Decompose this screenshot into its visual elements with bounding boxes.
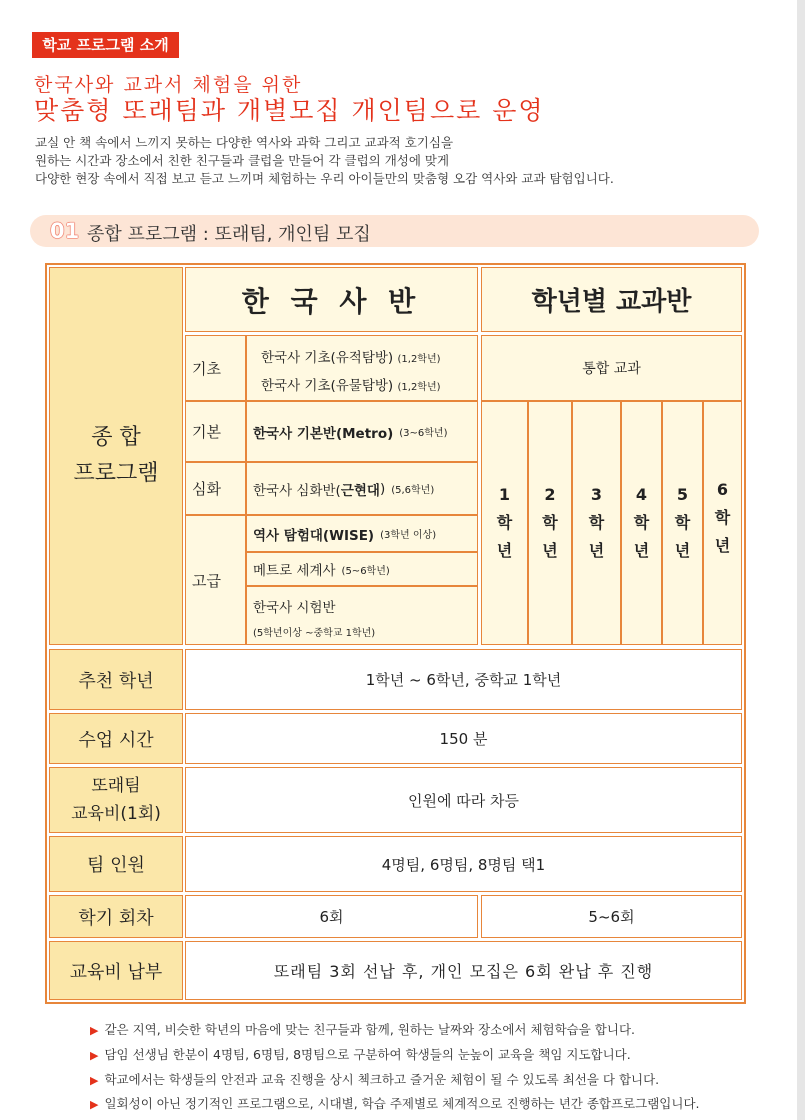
grade-column [572, 401, 621, 645]
course-name: 한국사 기초(유적탐방) [261, 350, 394, 366]
course-item [261, 346, 477, 366]
note-text: 일회성이 아닌 정기적인 프로그램으로, 시대별, 학습 주제별로 체계적으로 진행하는 년간 종합프로그램입니다. [104, 1096, 700, 1111]
program-label-line: 종 합 [91, 425, 141, 450]
class-time-value: 150 분 [185, 713, 742, 764]
course-grade: (1,2학년) [397, 382, 441, 393]
level-standard: 기본 [185, 401, 246, 462]
level-intensive: 심화 [185, 462, 246, 515]
sessions-label: 학기 회차 [49, 895, 183, 938]
grade-char: 학 [633, 513, 650, 532]
course-grade: (1,2학년) [397, 354, 441, 365]
grade-char: 년 [714, 536, 731, 555]
note-item [90, 1045, 631, 1063]
team-size-value: 4명팀, 6명팀, 8명팀 택1 [185, 836, 742, 892]
grade-number: 2 [544, 485, 556, 504]
level-advanced: 고급 [185, 515, 246, 645]
grade-column [528, 401, 572, 645]
tuition-label [49, 767, 183, 833]
note-text: 학교에서는 학생들의 안전과 교육 진행을 상시 첵크하고 즐거운 체험이 될 수 있도록 최선을 다 합니다. [104, 1072, 660, 1087]
integrated-subject: 통합 교과 [481, 335, 742, 401]
intro-text [35, 134, 614, 188]
course-name: 한국사 기본반(Metro) [253, 425, 394, 442]
grade-char: 년 [633, 541, 650, 560]
course-grade: (3~6학년) [399, 428, 448, 439]
section-number: 01 [50, 219, 80, 243]
course-name: 메트로 세계사 [253, 563, 336, 579]
tuition-label-line: 교육비(1회) [71, 804, 161, 824]
grade-number: 1 [498, 485, 511, 504]
grade-char: 년 [542, 541, 558, 560]
headline-line-2: 맞춤형 또래팀과 개별모집 개인팀으로 운영 [34, 96, 545, 125]
course-grade: (5,6학년) [391, 485, 435, 496]
history-class-header: 한 국 사 반 [185, 267, 478, 332]
triangle-bullet-icon: ▶ [90, 1074, 99, 1087]
payment-value: 또래팀 3회 선납 후, 개인 모집은 6회 완납 후 진행 [185, 941, 742, 1000]
course-name: 한국사 시험반 [253, 600, 336, 616]
grade-column [703, 401, 742, 645]
recommended-grade-value: 1학년 ~ 6학년, 중학교 1학년 [185, 649, 742, 710]
section-title: 종합 프로그램 : 또래팀, 개인팀 모집 [87, 224, 371, 245]
course-advanced-2 [246, 552, 478, 586]
grade-number: 6 [716, 480, 729, 499]
note-item [90, 1094, 700, 1112]
triangle-bullet-icon: ▶ [90, 1024, 99, 1037]
course-name: 역사 탐험대(WISE) [253, 527, 375, 544]
note-text: 같은 지역, 비슷한 학년의 마음에 맞는 친구들과 함께, 원하는 날짜와 장소에서 체험학습을 합니다. [104, 1022, 635, 1037]
program-label-cell [49, 267, 183, 645]
course-standard [246, 401, 478, 462]
grade-char: 학 [496, 513, 513, 532]
course-grade: (5~6학년) [341, 565, 390, 577]
page-edge [797, 0, 805, 1120]
payment-label: 교육비 납부 [49, 941, 183, 1000]
section-tag: 학교 프로그램 소개 [32, 32, 179, 58]
grade-char: 학 [542, 513, 558, 532]
level-basic: 기초 [185, 335, 246, 401]
recommended-grade-label: 추천 학년 [49, 649, 183, 710]
grade-char: 년 [588, 541, 605, 560]
course-grade: (5학년이상 ~중학교 1학년) [253, 628, 376, 639]
course-name: 한국사 기초(유물탐방) [261, 378, 394, 394]
note-item [90, 1070, 659, 1088]
grade-number: 3 [590, 485, 603, 504]
grade-column [621, 401, 662, 645]
tuition-label-line: 또래팀 [91, 776, 141, 796]
note-item [90, 1020, 635, 1038]
program-label-line: 프로그램 [73, 461, 159, 486]
intro-line: 다양한 현장 속에서 직접 보고 듣고 느끼며 체험하는 우리 아이들만의 맞춤형 오감 역사와 교과 탐험입니다. [35, 171, 614, 186]
grade-char: 년 [496, 541, 513, 560]
course-name-emphasis: 근현대 [340, 482, 380, 499]
class-time-label: 수업 시간 [49, 713, 183, 764]
grade-number: 5 [676, 485, 689, 504]
grade-number: 4 [635, 485, 648, 504]
grade-char: 학 [588, 513, 605, 532]
course-intensive [246, 462, 478, 515]
course-advanced-3 [246, 586, 478, 645]
tuition-value: 인원에 따라 차등 [185, 767, 742, 833]
course-name: 한국사 심화반( [253, 482, 341, 499]
grade-char: 학 [674, 513, 691, 532]
intro-line: 원하는 시간과 장소에서 친한 친구들과 클럽을 만들어 각 클럽의 개성에 맞게 [35, 153, 450, 168]
note-text: 담임 선생님 한분이 4명팀, 6명팀, 8명팀으로 구분하여 학생들의 눈높이 교육을 책임 지도합니다. [104, 1047, 631, 1062]
sessions-history-value: 6회 [185, 895, 478, 938]
course-item [261, 374, 477, 394]
grade-char: 년 [674, 541, 691, 560]
intro-line: 교실 안 책 속에서 느끼지 못하는 다양한 역사와 과학 그리고 교과적 호기심을 [35, 135, 454, 150]
course-advanced-1 [246, 515, 478, 552]
course-name: ) [379, 480, 386, 497]
course-grade: (3학년 이상) [380, 530, 437, 541]
subject-class-header: 학년별 교과반 [481, 267, 742, 332]
course-basic [246, 335, 478, 401]
grade-column [481, 401, 528, 645]
sessions-subject-value: 5~6회 [481, 895, 742, 938]
triangle-bullet-icon: ▶ [90, 1049, 99, 1062]
team-size-label: 팀 인원 [49, 836, 183, 892]
headline-line-1: 한국사와 교과서 체험을 위한 [34, 74, 303, 96]
triangle-bullet-icon: ▶ [90, 1098, 99, 1111]
grade-char: 학 [714, 508, 731, 527]
grade-column [662, 401, 703, 645]
